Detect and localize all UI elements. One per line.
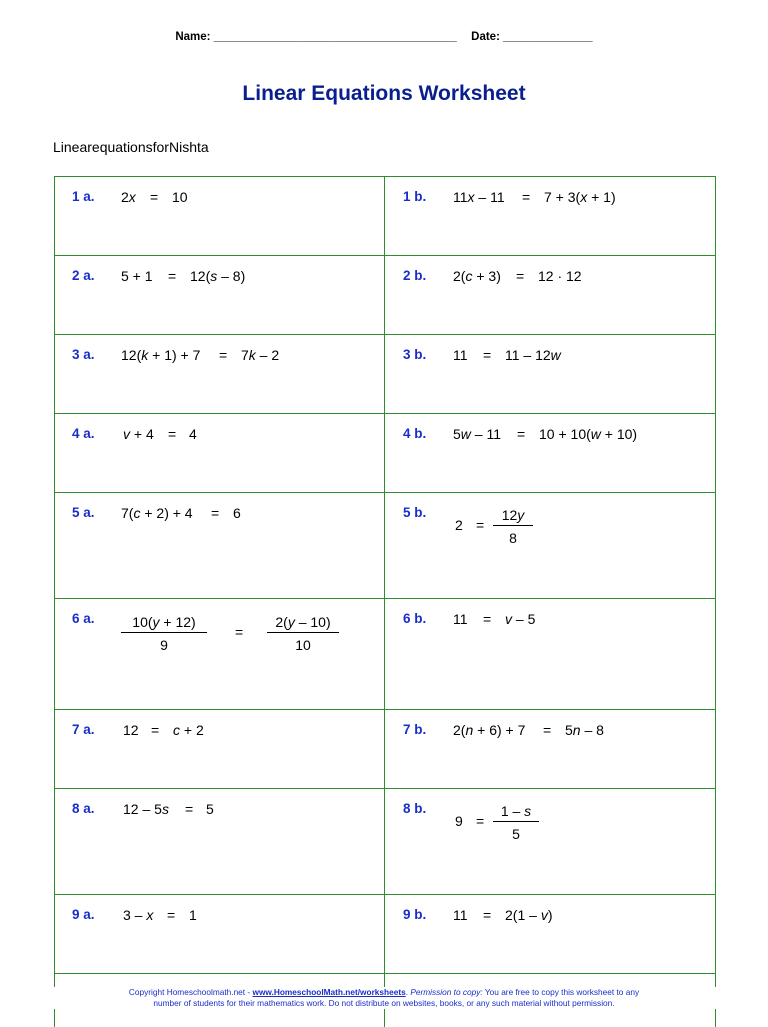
problem-label: 3 b.	[403, 347, 427, 362]
equation-rhs: 5	[206, 801, 214, 817]
equation-lhs: v + 4	[123, 426, 154, 442]
problem-label: 7 a.	[72, 722, 95, 737]
equals-sign: =	[522, 189, 531, 205]
problem-grid	[54, 176, 716, 1027]
equation-lhs: 2(n + 6) + 7	[453, 722, 526, 738]
equation-lhs: 12	[123, 722, 139, 738]
row-divider	[55, 492, 715, 493]
problem-label: 9 b.	[403, 907, 427, 922]
row-divider	[55, 973, 715, 974]
equation-rhs: 2(1 – v)	[505, 907, 553, 923]
equals-sign: =	[150, 189, 159, 205]
equation-rhs: 10	[172, 189, 188, 205]
problem-label: 4 b.	[403, 426, 427, 441]
problem-label: 2 b.	[403, 268, 427, 283]
equals-sign: =	[476, 813, 485, 829]
equation-rhs: 4	[189, 426, 197, 442]
row-divider	[55, 894, 715, 895]
equation-rhs: 7k – 2	[241, 347, 280, 363]
equation-lhs: 2	[455, 517, 463, 533]
problem-label: 4 a.	[72, 426, 95, 441]
row-divider	[55, 255, 715, 256]
problem-label: 6 b.	[403, 611, 427, 626]
row-divider	[55, 788, 715, 789]
worksheet-subtitle: LinearequationsforNishta	[53, 139, 209, 155]
fraction-numerator: 2(y – 10)	[267, 614, 339, 633]
equals-sign: =	[168, 426, 177, 442]
equals-sign: =	[483, 611, 492, 627]
equation-rhs-fraction	[493, 507, 533, 546]
equation-rhs: 6	[233, 505, 241, 521]
fraction-numerator: 10(y + 12)	[121, 614, 207, 633]
header-line	[0, 31, 768, 43]
equals-sign: =	[167, 907, 176, 923]
equals-sign: =	[151, 722, 160, 738]
equals-sign: =	[219, 347, 228, 363]
equals-sign: =	[483, 347, 492, 363]
problem-label: 9 a.	[72, 907, 95, 922]
equation-rhs: 7 + 3(x + 1)	[544, 189, 616, 205]
row-divider	[55, 334, 715, 335]
column-divider	[384, 177, 385, 1027]
equation-rhs: v – 5	[505, 611, 536, 627]
equation-rhs: 11 – 12w	[505, 347, 561, 363]
equation-lhs: 5 + 1	[121, 268, 153, 284]
name-blank: ______________________________________	[213, 31, 457, 43]
problem-label: 7 b.	[403, 722, 427, 737]
equation-rhs: c + 2	[173, 722, 204, 738]
fraction-denominator: 9	[160, 637, 168, 653]
permission-text: You are free to copy this worksheet to any	[484, 987, 640, 997]
problem-label: 5 b.	[403, 505, 427, 520]
permission-label: Permission to copy:	[410, 987, 483, 997]
row-divider	[55, 709, 715, 710]
date-label: Date:	[471, 31, 500, 43]
equation-lhs: 12(k + 1) + 7	[121, 347, 201, 363]
homeschoolmath-link[interactable]: www.HomeschoolMath.net/worksheets	[252, 987, 406, 997]
equation-rhs: 10 + 10(w + 10)	[539, 426, 638, 442]
equals-sign: =	[543, 722, 552, 738]
equals-sign: =	[476, 517, 485, 533]
equation-lhs: 11	[453, 347, 468, 363]
equation-rhs-fraction	[267, 614, 339, 653]
page-title: Linear Equations Worksheet	[242, 82, 526, 105]
equation-lhs: 9	[455, 813, 463, 829]
fraction-denominator: 10	[295, 637, 311, 653]
equation-lhs: 7(c + 2) + 4	[121, 505, 193, 521]
equation-lhs: 2(c + 3)	[453, 268, 501, 284]
equals-sign: =	[211, 505, 220, 521]
equation-lhs: 5w – 11	[453, 426, 502, 442]
equation-rhs: 5n – 8	[565, 722, 604, 738]
row-divider	[55, 413, 715, 414]
problem-label: 5 a.	[72, 505, 95, 520]
equals-sign: =	[235, 624, 244, 640]
equals-sign: =	[483, 907, 492, 923]
equation-rhs: 12(s – 8)	[190, 268, 246, 284]
equation-lhs: 12 – 5s	[123, 801, 169, 817]
equation-lhs-fraction	[121, 614, 207, 653]
fraction-denominator: 5	[512, 826, 520, 842]
fraction-numerator: 12y	[493, 507, 533, 526]
row-divider	[55, 598, 715, 599]
problem-label: 2 a.	[72, 268, 95, 283]
problem-label: 6 a.	[72, 611, 95, 626]
equation-lhs: 11x – 11	[453, 189, 505, 205]
fraction-denominator: 8	[509, 530, 517, 546]
equation-rhs: 1	[189, 907, 197, 923]
equation-lhs: 11	[453, 611, 468, 627]
problem-label: 1 b.	[403, 189, 427, 204]
equals-sign: =	[168, 268, 177, 284]
equals-sign: =	[185, 801, 194, 817]
problem-label: 1 a.	[72, 189, 95, 204]
equation-lhs: 11	[453, 907, 468, 923]
footer-copyright	[0, 987, 768, 1009]
problem-label: 3 a.	[72, 347, 95, 362]
equals-sign: =	[517, 426, 526, 442]
footer-line-1: Copyright Homeschoolmath.net - www.HomeschoolMath.net/worksheets. Permission to copy: You are free to copy this worksheet to any	[128, 987, 640, 997]
equation-rhs-fraction	[493, 803, 539, 842]
problem-label: 8 a.	[72, 801, 95, 816]
footer-line-2: number of students for their mathematics work. Do not distribute on websites, books, or any such material without permission.	[153, 998, 615, 1008]
name-label: Name:	[175, 31, 211, 43]
date-blank: ______________	[503, 31, 593, 43]
equation-lhs: 2x	[121, 189, 136, 205]
equation-lhs: 3 – x	[123, 907, 154, 923]
fraction-numerator: 1 – s	[493, 803, 539, 822]
problem-label: 8 b.	[403, 801, 427, 816]
equation-rhs: 12 · 12	[538, 268, 582, 284]
equals-sign: =	[516, 268, 525, 284]
copyright-text: Copyright Homeschoolmath.net -	[128, 987, 251, 997]
